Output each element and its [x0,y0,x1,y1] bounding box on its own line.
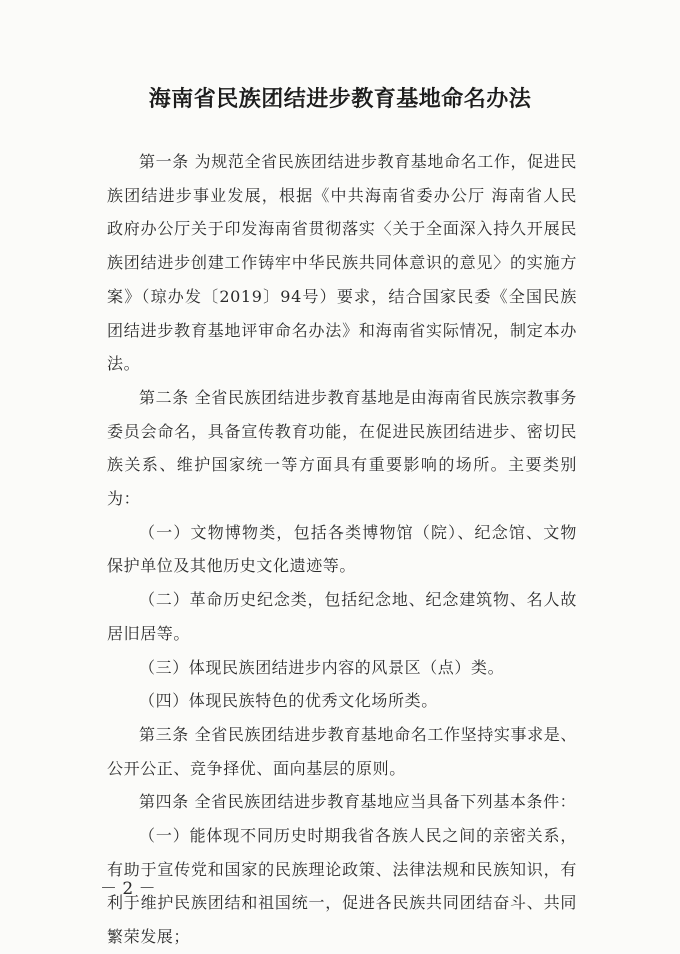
article-2-item-3: （三）体现民族团结进步内容的风景区（点）类。 [139,657,505,677]
article-2-paragraph: 第二条 全省民族团结进步教育基地是由海南省民族宗教事务委员会命名，具备宣传教育功能，在促进民族团结进步、密切民族关系、维护国家统一等方面具有重要影响的场所。主要类别为： [107,387,577,509]
document-body [107,145,577,954]
document-title: 海南省民族团结进步教育基地命名办法 [148,86,532,112]
article-4-item-1: （一）能体现不同历史时期我省各族人民之间的亲密关系，有助于宣传党和国家的民族理论政策、法律法规和民族知识，有利于维护民族团结和祖国统一，促进各民族共同团结奋斗、共同繁荣发展； [107,826,577,947]
page-number: － 2 － [100,879,156,899]
article-2-item-1: （一）文物博物类，包括各类博物馆（院）、纪念馆、文物保护单位及其他历史文化遗迹等。 [107,522,577,576]
article-3-paragraph: 第三条 全省民族团结进步教育基地命名工作坚持实事求是、公开公正、竞争择优、面向基层的原则。 [107,724,577,778]
article-1-paragraph: 第一条 为规范全省民族团结进步教育基地命名工作，促进民族团结进步事业发展，根据《中共海南省委办公厅 海南省人民政府办公厅关于印发海南省贯彻落实〈关于全面深入持久开展民族团结进步创建工作铸牢中华民族共同体意识的意见〉的实施方案》（琼办发〔2019〕94号）要求，结合国家民委《全国民族团结进步教育基地评审命名办法》和海南省实际情况，制定本办法。 [107,152,577,374]
article-2-item-4: （四）体现民族特色的优秀文化场所类。 [139,691,438,711]
article-4-paragraph: 第四条 全省民族团结进步教育基地应当具备下列基本条件： [139,792,577,812]
article-2-item-2: （二）革命历史纪念类，包括纪念地、纪念建筑物、名人故居旧居等。 [107,590,577,643]
